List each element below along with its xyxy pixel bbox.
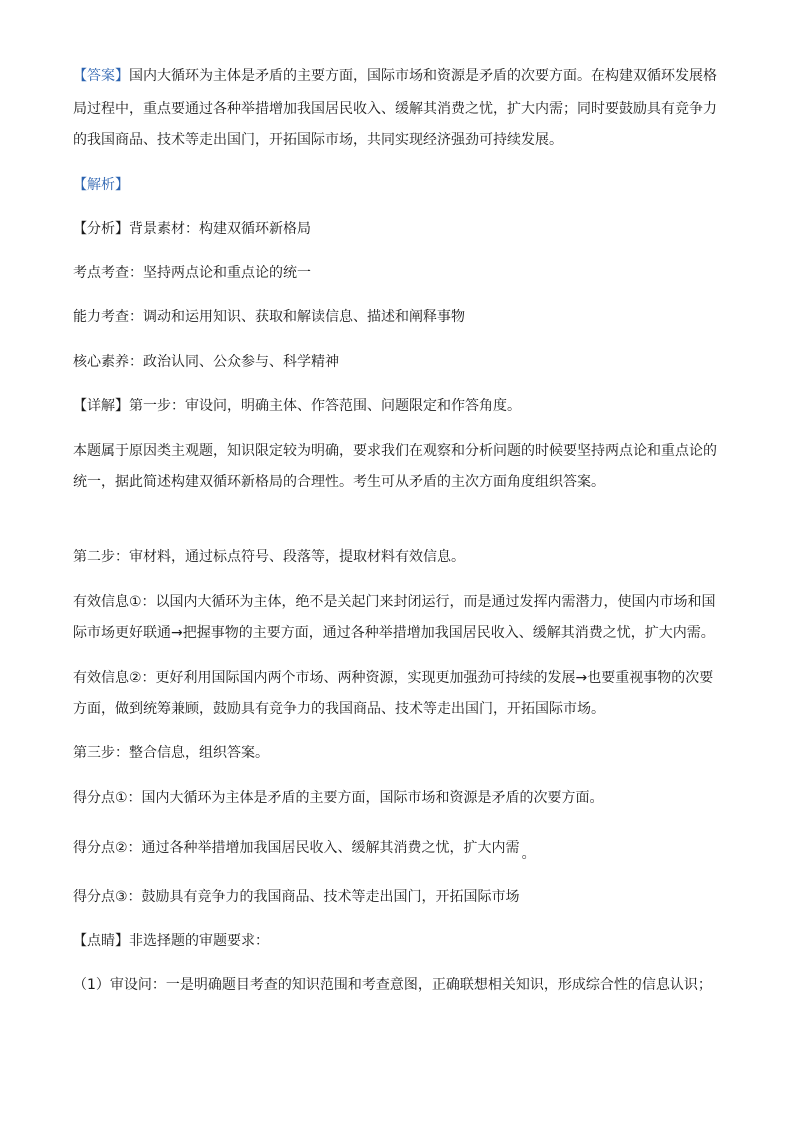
score2-mark: 。 xyxy=(521,846,536,862)
info2-line-1: 有效信息②：更好利用国际国内两个市场、两种资源，实现更加强劲可持续的发展→也要重视事物的次要 xyxy=(73,670,714,686)
analysis-heading xyxy=(73,175,129,195)
dianjing-tag: 【点睛】 xyxy=(73,933,129,949)
score2-line xyxy=(73,838,536,862)
fenxi-text: 背景素材：构建双循环新格局 xyxy=(129,221,311,237)
fenxi-tag: 【分析】 xyxy=(73,221,129,237)
answer-line-3: 的我国商品、技术等走出国门，开拓国际市场，共同实现经济强劲可持续发展。 xyxy=(73,132,563,148)
fenxi-line xyxy=(73,219,311,239)
para1-line-1: 本题属于原因类主观题，知识限定较为明确，要求我们在观察和分析问题的时候要坚持两点论和重点论的 xyxy=(73,443,717,459)
answer-line-1 xyxy=(73,66,717,86)
dianjing-text: 非选择题的审题要求： xyxy=(129,933,269,949)
hexin-line: 核心素养：政治认同、公众参与、科学精神 xyxy=(73,354,339,370)
info1-line-2: 际市场更好联通→把握事物的主要方面，通过各种举措增加我国居民收入、缓解其消费之忧，扩大内需。 xyxy=(73,625,715,641)
xiangjie-line xyxy=(73,396,521,416)
score1-line: 得分点①：国内大循环为主体是矛盾的主要方面，国际市场和资源是矛盾的次要方面。 xyxy=(73,790,604,806)
info1-line-1: 有效信息①：以国内大循环为主体，绝不是关起门来封闭运行，而是通过发挥内需潜力，使国内市场和国 xyxy=(73,594,716,610)
answer-line-2: 局过程中，重点要通过各种举措增加我国居民收入、缓解其消费之忧，扩大内需；同时要鼓励具有竞争力 xyxy=(73,101,717,117)
step2-line: 第二步：审材料，通过标点符号、段落等，提取材料有效信息。 xyxy=(73,549,465,565)
answer-text-1: 国内大循环为主体是矛盾的主要方面，国际市场和资源是矛盾的次要方面。在构建双循环发展格 xyxy=(129,68,717,84)
xiangjie-text: 第一步：审设问，明确主体、作答范围、问题限定和作答角度。 xyxy=(129,398,521,414)
score3-line: 得分点③：鼓励具有竞争力的我国商品、技术等走出国门，开拓国际市场 xyxy=(73,889,520,905)
para1-line-2: 统一，据此简述构建双循环新格局的合理性。考生可从矛盾的主次方面角度组织答案。 xyxy=(73,474,605,490)
nengli-line: 能力考查：调动和运用知识、获取和解读信息、描述和阐释事物 xyxy=(73,309,465,325)
info2-line-2: 方面，做到统筹兼顾，鼓励具有竞争力的我国商品、技术等走出国门，开拓国际市场。 xyxy=(73,701,605,717)
answer-tag: 【答案】 xyxy=(73,68,129,84)
dianjing-line xyxy=(73,931,269,951)
step3-line: 第三步：整合信息，组织答案。 xyxy=(73,745,269,761)
analysis-tag: 【解析】 xyxy=(73,177,129,193)
score2-text: 得分点②：通过各种举措增加我国居民收入、缓解其消费之忧，扩大内需 xyxy=(73,840,520,856)
xiangjie-tag: 【详解】 xyxy=(73,398,129,414)
requirement-1-line: （1）审设问：一是明确题目考查的知识范围和考查意图，正确联想相关知识，形成综合性的信息认识； xyxy=(73,977,712,993)
kaodian-line: 考点考查：坚持两点论和重点论的统一 xyxy=(73,265,311,281)
